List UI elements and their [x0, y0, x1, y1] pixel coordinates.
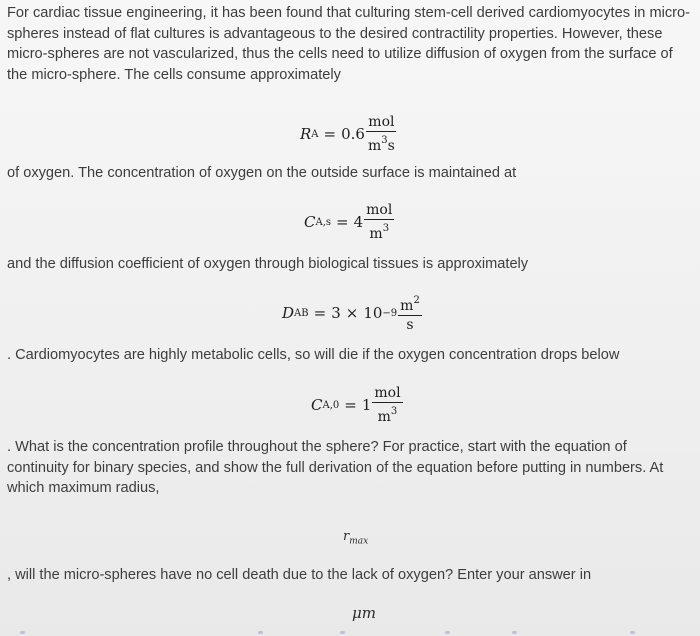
- eq-ra-symbol: R: [300, 125, 312, 143]
- eq-ca0-subscript: A,0: [322, 399, 340, 411]
- metabolic-paragraph: . Cardiomyocytes are highly metabolic cells, so will die if the oxygen concentration drops below: [7, 347, 620, 363]
- eq-ca0-equals: =: [344, 396, 357, 414]
- eq-dab-value: 3: [331, 304, 341, 322]
- eq-ca0-value: 1: [361, 396, 372, 414]
- eq-ra-unit-numerator: mol: [368, 114, 395, 130]
- answer-unit: μm: [352, 604, 376, 622]
- eq-cas-value: 4: [353, 213, 364, 231]
- intro-paragraph: For cardiac tissue engineering, it has been found that culturing stem-cell derived cardiomyocytes in micro-spheres instead of flat cultures is advantageous to the desired contractility properties. However, these micro-spheres are not vascularized, thus the cells need to utilize diffusion of oxygen from the surface of the micro-sphere. The cells consume approximately: [7, 5, 690, 83]
- eq-cas-unit-fraction: [364, 202, 394, 242]
- equation-diffusion-coefficient: [282, 293, 422, 333]
- equation-consumption-rate: [300, 114, 397, 154]
- eq-dab-num-base: m: [400, 298, 414, 314]
- eq-dab-symbol: D: [282, 304, 295, 322]
- eq-ra-equals: =: [323, 125, 337, 143]
- answer-prompt-paragraph: , will the micro-spheres have no cell death due to the lack of oxygen? Enter your answer in: [7, 567, 592, 583]
- equation-surface-concentration: [304, 202, 394, 242]
- eq-ca0-den-exponent: 3: [390, 406, 398, 417]
- eq-cas-subscript: A,s: [315, 216, 332, 228]
- eq-ra-den-tail: s: [387, 138, 395, 154]
- rmax-letter: r: [343, 529, 350, 544]
- bottom-edge-decoration: [0, 628, 700, 636]
- eq-ca0-unit-fraction: [372, 385, 402, 425]
- eq-cas-unit-numerator: mol: [366, 202, 393, 218]
- eq-cas-equals: =: [336, 213, 349, 231]
- edge-dot: [445, 631, 450, 634]
- eq-ra-unit-fraction: [366, 114, 397, 154]
- eq-dab-num-exponent: 2: [413, 295, 420, 306]
- eq-dab-times: ×: [345, 304, 359, 322]
- eq-ca0-unit-numerator: mol: [374, 385, 401, 401]
- question-paragraph: . What is the concentration profile throughout the sphere? For practice, start with the equation of continuity for binary species, and show the full derivation of the equation before putting in numbers. At which maximum radius,: [7, 439, 664, 496]
- eq-ca0-den-base: m: [377, 409, 391, 425]
- eq-dab-exponent: −9: [382, 307, 398, 319]
- eq-dab-subscript: AB: [294, 307, 309, 319]
- edge-dot: [340, 631, 345, 634]
- eq-cas-symbol: C: [304, 213, 316, 231]
- eq-ra-den-exponent: 3: [381, 135, 388, 146]
- edge-dot: [20, 631, 25, 634]
- equation-critical-concentration: [311, 385, 403, 425]
- eq-ra-unit-denominator: [366, 132, 397, 154]
- eq-dab-base: 10: [363, 304, 383, 322]
- diffusion-paragraph: and the diffusion coefficient of oxygen through biological tissues is approximately: [7, 256, 529, 272]
- rmax-symbol: [343, 529, 368, 547]
- eq-cas-den-base: m: [369, 226, 383, 242]
- eq-ra-value: 0.6: [341, 125, 365, 143]
- eq-cas-den-exponent: 3: [382, 223, 390, 234]
- eq-ra-den-base: m: [367, 138, 382, 154]
- eq-dab-equals: =: [313, 304, 327, 322]
- edge-dot: [258, 631, 263, 634]
- eq-cas-unit-denominator: [367, 220, 391, 242]
- eq-ca0-unit-denominator: [376, 403, 400, 425]
- eq-ra-subscript: A: [311, 128, 319, 140]
- eq-dab-unit-numerator: [398, 293, 422, 316]
- eq-dab-unit-fraction: [398, 293, 422, 333]
- edge-dot: [630, 631, 635, 634]
- surface-concentration-paragraph: of oxygen. The concentration of oxygen on the outside surface is maintained at: [7, 165, 517, 181]
- rmax-subscript: max: [349, 536, 369, 547]
- eq-dab-unit-denominator: s: [406, 317, 414, 333]
- eq-ca0-symbol: C: [311, 396, 323, 414]
- edge-dot: [512, 631, 517, 634]
